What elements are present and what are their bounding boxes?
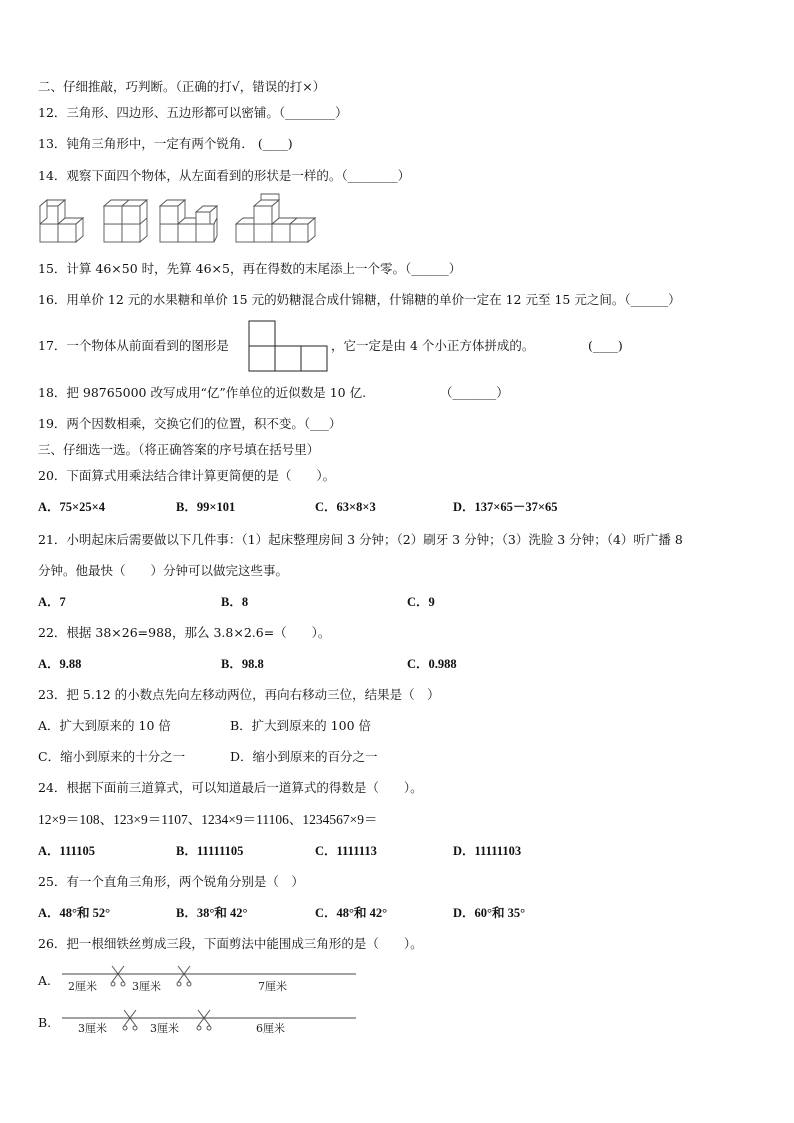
q25-option-a: A．48°和 52° (38, 906, 111, 920)
scissors-icon (111, 966, 125, 986)
cube-figure-1 (40, 200, 83, 242)
scissors-icon (197, 1010, 211, 1030)
section-choose-title: 三、仔细选一选。（将正确答案的序号填在括号里） (38, 442, 320, 457)
q20-option-c: C．63×8×3 (315, 500, 376, 514)
scissors-icon (123, 1010, 137, 1030)
q20-option-d: D．137×65－37×65 (453, 500, 558, 514)
question-21-line1: 21．小明起床后需要做以下几件事：（1）起床整理房间 3 分钟；（2）刷牙 3 分钟；（3）洗脸 3 分钟；（4）听广播 8 (38, 532, 683, 547)
cube-figure-2 (104, 200, 147, 242)
q21-option-c: C．9 (407, 595, 435, 609)
q24-option-d: D．11111103 (453, 844, 522, 858)
question-20: 20．下面算式用乘法结合律计算更简便的是（ ）。 (38, 468, 336, 483)
q21-option-a: A．7 (38, 595, 66, 609)
q24-option-a: A．111105 (38, 844, 95, 858)
question-17-blank: (____) (588, 338, 623, 353)
question-17-after: ，它一定是由 4 个小正方体拼成的。 (331, 338, 535, 353)
q26-b-seg-3: 6厘米 (256, 1022, 285, 1035)
cube-figure-3 (160, 200, 217, 242)
q20-option-a: A．75×25×4 (38, 500, 106, 514)
question-19: 19．两个因数相乘，交换它们的位置，积不变。（___） (38, 416, 342, 431)
cube-figure-4 (236, 194, 315, 242)
q24-option-b: B．11111105 (176, 844, 244, 858)
question-18: 18．把 98765000 改写成用“亿”作单位的近似数是 10 亿. (38, 385, 367, 400)
question-23: 23．把 5.12 的小数点先向左移动两位，再向右移动三位，结果是（ ） (38, 687, 440, 702)
q26-a-seg-2: 3厘米 (132, 980, 161, 993)
question-22: 22．根据 38×26=988，那么 3.8×2.6=（ ）。 (38, 625, 331, 640)
q26-b-seg-1: 3厘米 (78, 1022, 107, 1035)
question-17-before: 17．一个物体从前面看到的图形是 (38, 338, 229, 353)
q17-front-view-figure (248, 320, 328, 372)
q20-option-b: B．99×101 (176, 500, 236, 514)
question-12: 12．三角形、四边形、五边形都可以密铺。（________） (38, 105, 348, 120)
q23-option-d: D．缩小到原来的百分之一 (230, 749, 378, 764)
q26-option-b-label: B. (38, 1015, 52, 1030)
q23-option-b: B．扩大到原来的 100 倍 (230, 718, 371, 733)
q14-cube-figures (38, 192, 328, 248)
q22-option-a: A．9.88 (38, 657, 82, 671)
q24-option-c: C．1111113 (315, 844, 377, 858)
q24-formula: 12×9＝108、123×9＝1107、1234×9＝11106、1234567×9＝ (38, 812, 378, 827)
q26-option-a-wire (60, 962, 360, 996)
q23-option-a: A．扩大到原来的 10 倍 (38, 718, 171, 733)
question-16: 16．用单价 12 元的水果糖和单价 15 元的奶糖混合成什锦糖，什锦糖的单价一定在 12 元至 15 元之间。（______） (38, 292, 681, 307)
question-24: 24．根据下面前三道算式，可以知道最后一道算式的得数是（ ）。 (38, 780, 423, 795)
question-13: 13．钝角三角形中，一定有两个锐角． (____) (38, 136, 293, 151)
q25-option-b: B．38°和 42° (176, 906, 248, 920)
section-judge-title: 二、仔细推敲，巧判断。（正确的打√，错误的打×） (38, 79, 326, 94)
q26-option-b-wire (60, 1006, 360, 1040)
question-17 (38, 338, 229, 354)
q26-b-seg-2: 3厘米 (150, 1022, 179, 1035)
question-26: 26．把一根细铁丝剪成三段，下面剪法中能围成三角形的是（ ）。 (38, 936, 423, 951)
q22-option-b: B．98.8 (221, 657, 264, 671)
scissors-icon (177, 966, 191, 986)
q21-option-b: B．8 (221, 595, 249, 609)
question-21-line2: 分钟。他最快（ ）分钟可以做完这些事。 (38, 563, 289, 578)
question-15: 15．计算 46×50 时，先算 46×5，再在得数的末尾添上一个零。（______） (38, 261, 462, 276)
q26-a-seg-1: 2厘米 (68, 980, 97, 993)
q26-a-seg-3: 7厘米 (258, 980, 287, 993)
q22-option-c: C．0.988 (407, 657, 457, 671)
q26-option-a-label: A. (38, 973, 52, 988)
q25-option-d: D．60°和 35° (453, 906, 526, 920)
q25-option-c: C．48°和 42° (315, 906, 388, 920)
question-14: 14．观察下面四个物体，从左面看到的形状是一样的。（________） (38, 168, 411, 183)
question-25: 25．有一个直角三角形，两个锐角分别是（ ） (38, 874, 304, 889)
question-18-blank: （_______） (440, 385, 509, 400)
q23-option-c: C．缩小到原来的十分之一 (38, 749, 186, 764)
